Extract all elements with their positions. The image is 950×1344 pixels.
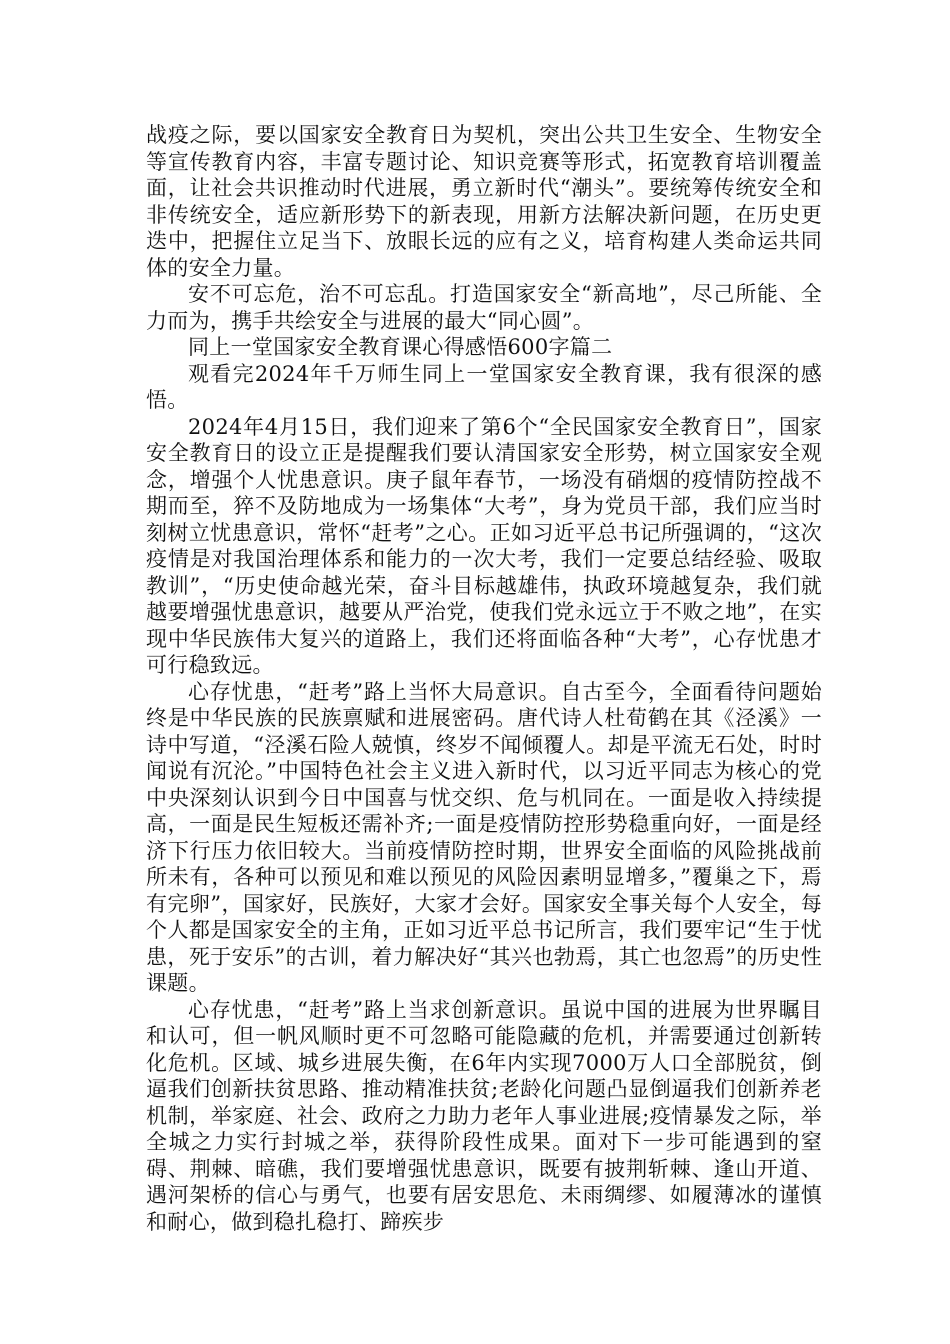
- paragraph-4: 2024年4月15日，我们迎来了第6个“全民国家安全教育日”，国家安全教育日的设立正是提醒我们要认清国家安全形势，树立国家安全观念，增强个人忧患意识。庚子鼠年春节，一场没有硝烟的疫情防控战不期而至，猝不及防地成为一场集体“大考”，身为党员干部，我们应当时刻树立忧患意识，常怀“赶考”之心。正如习近平总书记所强调的，“这次疫情是对我国治理体系和能力的一次大考，我们一定要总结经验、吸取教训”，“历史使命越光荣，奋斗目标越雄伟，执政环境越复杂，我们就越要增强忧患意识，越要从严治党，使我们党永远立于不败之地”，在实现中华民族伟大复兴的道路上，我们还将面临各种“大考”，心存忧患才可行稳致远。: [146, 414, 822, 677]
- section-heading: 同上一堂国家安全教育课心得感悟600字篇二: [188, 335, 613, 359]
- paragraph-5: 心存忧患，“赶考”路上当怀大局意识。自古至今，全面看待问题始终是中华民族的民族禀赋和进展密码。唐代诗人杜荀鹤在其《泾溪》一诗中写道，“泾溪石险人兢慎，终岁不闻倾覆人。却是平流无石处，时时闻说有沉沦。”中国特色社会主义进入新时代，以习近平同志为核心的党中央深刻认识到今日中国喜与忧交织、危与机同在。一面是收入持续提高，一面是民生短板还需补齐;一面是疫情防控形势稳重向好，一面是经济下行压力依旧较大。当前疫情防控时期，世界安全面临的风险挑战前所未有，各种可以预见和难以预见的风险因素明显增多，”覆巢之下，焉有完卵”，国家好，民族好，大家才会好。国家安全事关每个人安全，每个人都是国家安全的主角，正如习近平总书记所言，我们要牢记“生于忧患，死于安乐”的古训，着力解决好“其兴也勃焉，其亡也忽焉”的历史性课题。: [146, 679, 822, 995]
- paragraph-6: 心存忧患，“赶考”路上当求创新意识。虽说中国的进展为世界瞩目和认可，但一帆风顺时更不可忽略可能隐藏的危机，并需要通过创新转化危机。区域、城乡进展失衡，在6年内实现7000万人口全部脱贫，倒逼我们创新扶贫思路、推动精准扶贫;老龄化问题凸显倒逼我们创新养老机制，举家庭、社会、政府之力助力老年人事业进展;疫情暴发之际，举全城之力实行封城之举，获得阶段性成果。面对下一步可能遇到的窒碍、荆棘、暗礁，我们要增强忧患意识，既要有披荆斩棘、逢山开道、遇河架桥的信心与勇气，也要有居安思危、未雨绸缪、如履薄冰的谨慎和耐心，做到稳扎稳打、蹄疾步: [146, 997, 822, 1234]
- document-page: [146, 122, 822, 1235]
- paragraph-3: 观看完2024年千万师生同上一堂国家安全教育课，我有很深的感悟。: [146, 361, 822, 412]
- paragraph-2: 安不可忘危，治不可忘乱。打造国家安全“新高地”，尽己所能、全力而为，携手共绘安全与进展的最大“同心圆”。: [146, 282, 822, 333]
- paragraph-1: 战疫之际，要以国家安全教育日为契机，突出公共卫生安全、生物安全等宣传教育内容，丰富专题讨论、知识竞赛等形式，拓宽教育培训覆盖面，让社会共识推动时代进展，勇立新时代“潮头”。要统筹传统安全和非传统安全，适应新形势下的新表现，用新方法解决新问题，在历史更迭中，把握住立足当下、放眼长远的应有之义，培育构建人类命运共同体的安全力量。: [146, 123, 822, 280]
